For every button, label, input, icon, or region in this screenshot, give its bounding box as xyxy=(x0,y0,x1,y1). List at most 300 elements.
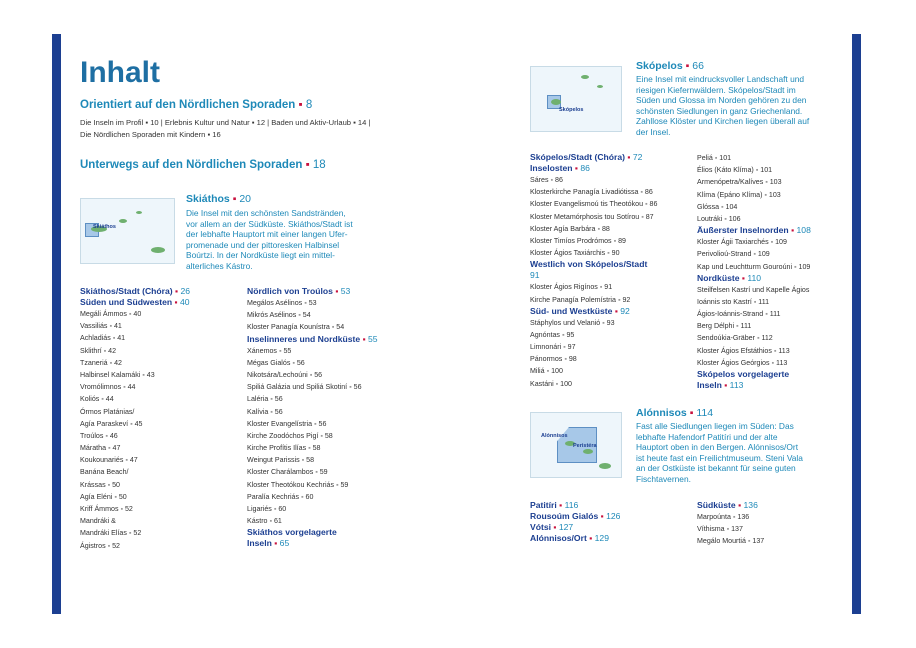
entry-page: 87 xyxy=(645,212,654,221)
entry-page: 106 xyxy=(728,214,741,223)
bullet-icon: ▪ xyxy=(332,286,341,296)
index-entry[interactable] xyxy=(80,406,190,418)
entry-page: 40 xyxy=(133,310,142,318)
island-shape xyxy=(581,75,589,79)
entry-page: 53 xyxy=(340,286,351,296)
bullet-icon: ▪ xyxy=(334,480,341,489)
desc-line: riesigen Kiefernwäldern. Skópelos/Stadt im xyxy=(636,84,796,95)
desc-line: Hauptort oben in den Bergen. Alónnisos/Ort xyxy=(636,442,799,453)
entry-title: Sendoúkia-Gräber xyxy=(697,334,755,343)
bullet-icon: ▪ xyxy=(586,533,595,543)
index-heading[interactable] xyxy=(530,259,657,270)
bullet-icon: ▪ xyxy=(719,202,726,211)
alonnisos-index-column-1 xyxy=(530,500,620,544)
bullet-icon: ▪ xyxy=(643,200,650,209)
index-entry[interactable] xyxy=(80,381,190,393)
entry-page: 55 xyxy=(283,346,292,355)
index-heading[interactable] xyxy=(697,380,811,391)
entry-page: 136 xyxy=(743,500,758,510)
entry-title: Patitíri xyxy=(530,500,557,510)
bullet-icon: ▪ xyxy=(548,176,555,184)
island-shape xyxy=(597,85,603,88)
entry-title: Äußerster Inselnorden xyxy=(697,225,789,236)
entry-title: Halbinsel Kalamáki xyxy=(80,370,141,379)
index-entry[interactable] xyxy=(697,535,764,547)
entry-page: 104 xyxy=(725,202,738,211)
index-entry[interactable] xyxy=(697,236,811,248)
index-entry[interactable] xyxy=(697,201,811,213)
entry-title: Achladiás xyxy=(80,334,111,343)
index-heading[interactable] xyxy=(530,522,620,533)
entry-page: 97 xyxy=(567,343,576,352)
index-entry[interactable] xyxy=(247,406,378,418)
entry-title: Steilfelsen Kastrí und Kapelle Ágios xyxy=(697,285,810,294)
index-entry[interactable] xyxy=(247,345,378,357)
bullet-icon: ▪ xyxy=(268,395,275,404)
bullet-icon: ▪ xyxy=(128,419,135,428)
entry-page: 95 xyxy=(566,330,575,339)
entry-title: Nördlich von Troúlos xyxy=(247,286,333,296)
entry-page: 45 xyxy=(134,419,143,428)
bullet-icon: ▪ xyxy=(110,334,118,343)
index-heading[interactable] xyxy=(697,369,811,380)
page-title: Inhalt xyxy=(80,56,160,89)
bullet-icon: ▪ xyxy=(126,529,134,538)
index-heading[interactable] xyxy=(530,533,620,544)
island-shape xyxy=(551,99,561,105)
index-heading[interactable] xyxy=(697,500,764,511)
entry-page: 110 xyxy=(747,272,762,283)
bullet-icon: ▪ xyxy=(559,330,567,339)
entry-page: 52 xyxy=(133,529,142,538)
index-entry[interactable] xyxy=(530,329,657,341)
section-unterwegs[interactable] xyxy=(80,159,326,171)
index-entry[interactable] xyxy=(247,297,378,309)
entry-title: Ligariés xyxy=(247,505,272,513)
index-entry[interactable] xyxy=(530,198,657,210)
index-entry[interactable] xyxy=(247,418,378,430)
island-shape xyxy=(119,219,127,223)
bullet-icon: ▪ xyxy=(745,537,753,546)
index-entry[interactable] xyxy=(697,284,811,296)
entry-page: 113 xyxy=(778,346,790,355)
index-entry[interactable] xyxy=(247,369,378,381)
index-heading[interactable] xyxy=(247,334,378,345)
entry-title: Mikrós Asélinos xyxy=(247,311,297,320)
entry-title: Kloster Evangelístria xyxy=(247,419,313,428)
alonnisos-map xyxy=(530,412,622,478)
index-entry[interactable] xyxy=(697,320,811,332)
map-label: Skiáthos xyxy=(93,224,116,230)
bullet-icon: ▪ xyxy=(313,468,320,477)
entry-title: Ágistros xyxy=(80,541,106,550)
entry-title: Kloster Ágii Taxiarchés xyxy=(697,238,769,247)
entry-page: 52 xyxy=(124,505,133,513)
alonnisos-name: Alónnisos xyxy=(636,407,687,419)
bullet-icon: ▪ xyxy=(769,358,777,367)
entry-title: Kloster Ágios Efstáthios xyxy=(697,346,772,355)
entry-title: Kirche Panagía Polemístria xyxy=(530,295,616,304)
skiathos-heading[interactable] xyxy=(186,193,251,205)
index-entry[interactable] xyxy=(697,176,811,188)
index-entry[interactable] xyxy=(247,309,378,321)
index-heading[interactable] xyxy=(247,286,378,297)
bullet-icon: ▪ xyxy=(639,212,646,221)
index-entry[interactable] xyxy=(247,430,378,442)
entry-title: Troúlos xyxy=(80,431,104,440)
entry-title: Mandráki & xyxy=(80,517,116,526)
index-heading[interactable] xyxy=(530,152,657,163)
index-entry[interactable] xyxy=(247,321,378,333)
entry-page: 100 xyxy=(551,367,563,376)
entry-title: Klosterkirche Panagía Livadiótissa xyxy=(530,188,639,197)
index-entry[interactable] xyxy=(80,430,190,442)
entry-page: 58 xyxy=(306,456,315,465)
bullet-icon: ▪ xyxy=(329,323,337,332)
map-label: Peristéra xyxy=(573,443,597,449)
index-entry[interactable] xyxy=(697,164,811,176)
desc-line: Boúrtzi. In der Nordküste liegt ein mittel- xyxy=(186,250,335,261)
index-entry[interactable] xyxy=(80,393,190,405)
section-orientiert[interactable] xyxy=(80,99,312,111)
index-heading[interactable] xyxy=(530,163,657,174)
intro-line: Die Inseln im Profil ▪ 10 | Erlebnis Kultur und Natur ▪ 12 | Baden und Aktiv-Urlaub ▪ 14 | xyxy=(80,118,371,127)
island-shape xyxy=(151,247,165,253)
index-entry[interactable] xyxy=(80,466,190,478)
index-heading[interactable] xyxy=(697,273,811,284)
skopelos-name: Skópelos xyxy=(636,60,683,72)
index-entry[interactable] xyxy=(247,479,378,491)
bullet-icon: ▪ xyxy=(290,358,297,367)
entry-page: 61 xyxy=(273,517,282,526)
entry-page: 41 xyxy=(113,322,122,331)
bullet-icon: ▪ xyxy=(268,407,275,416)
entry-title: Miliá xyxy=(530,367,545,376)
skopelos-index-column-2 xyxy=(697,152,811,391)
bullet-icon: ▪ xyxy=(172,286,181,296)
desc-line: Fast alle Siedlungen liegen im Süden: Das xyxy=(636,421,794,431)
index-entry[interactable] xyxy=(247,515,378,527)
bullet-icon: ▪ xyxy=(600,318,607,327)
index-entry[interactable] xyxy=(530,174,657,186)
bullet-icon: ▪ xyxy=(267,517,274,526)
bullet-icon: ▪ xyxy=(625,152,633,162)
index-entry[interactable] xyxy=(80,345,190,357)
bullet-icon: ▪ xyxy=(296,311,303,320)
bullet-icon: ▪ xyxy=(553,379,561,388)
bullet-icon: ▪ xyxy=(107,322,114,331)
entry-title: Kastáni xyxy=(530,379,554,388)
index-entry[interactable] xyxy=(530,378,657,390)
bullet-icon: ▪ xyxy=(112,492,119,501)
index-entry[interactable] xyxy=(247,442,378,454)
island-shape xyxy=(599,463,611,469)
entry-title: Tzaneriá xyxy=(80,358,108,367)
entry-page: 56 xyxy=(314,370,323,379)
entry-page: 59 xyxy=(340,480,349,489)
index-entry[interactable] xyxy=(530,211,657,223)
index-entry[interactable] xyxy=(530,317,657,329)
entry-page: 54 xyxy=(336,323,345,332)
bullet-icon: ▪ xyxy=(605,249,612,258)
entry-page: 50 xyxy=(118,492,127,501)
entry-page: 43 xyxy=(146,370,155,379)
alonnisos-page: 114 xyxy=(696,407,714,419)
entry-title: Skópelos/Stadt (Chóra) xyxy=(530,152,626,162)
bullet-icon: ▪ xyxy=(638,188,645,197)
entry-page: 58 xyxy=(312,444,321,453)
entry-title: Loutráki xyxy=(697,214,723,223)
entry-title: Xánemos xyxy=(247,346,277,355)
index-entry[interactable] xyxy=(530,353,657,365)
bullet-icon: ▪ xyxy=(598,511,607,521)
bullet-icon: ▪ xyxy=(562,355,569,364)
bullet-icon: ▪ xyxy=(685,60,693,72)
entry-page: 26 xyxy=(180,286,191,296)
bullet-icon: ▪ xyxy=(298,99,306,111)
index-heading[interactable] xyxy=(80,297,190,308)
index-entry[interactable] xyxy=(80,418,190,430)
index-entry[interactable] xyxy=(80,527,190,539)
desc-line: Zahllose Klöster und Kirchen liegen überall auf xyxy=(636,116,810,127)
alonnisos-heading[interactable] xyxy=(636,407,713,419)
entry-title: Koukounariés xyxy=(80,456,124,465)
entry-page: 59 xyxy=(319,468,328,477)
index-entry[interactable] xyxy=(80,308,190,320)
index-entry[interactable] xyxy=(247,393,378,405)
entry-title: Kloster Evangelismoú tis Theotókou xyxy=(530,200,644,209)
entry-page: 111 xyxy=(740,322,752,331)
section-unterwegs-page: 18 xyxy=(312,159,326,171)
index-entry[interactable] xyxy=(247,454,378,466)
skopelos-heading[interactable] xyxy=(636,60,704,72)
index-entry[interactable] xyxy=(247,466,378,478)
index-entry[interactable] xyxy=(530,223,657,235)
index-entry[interactable] xyxy=(697,523,764,535)
entry-title: Skópelos vorgelagerte xyxy=(697,369,790,379)
index-entry[interactable] xyxy=(697,189,811,201)
index-heading[interactable] xyxy=(530,306,657,317)
desc-line: an der Ostküste ist bekannt für seine guten xyxy=(636,463,796,474)
entry-page: 42 xyxy=(108,346,117,355)
left-page-edge-bar xyxy=(52,34,61,614)
index-entry[interactable] xyxy=(697,308,811,320)
alonnisos-index-column-2 xyxy=(697,500,764,548)
bullet-icon: ▪ xyxy=(612,305,621,316)
bullet-icon: ▪ xyxy=(360,333,369,344)
index-entry[interactable] xyxy=(530,281,657,293)
index-entry[interactable] xyxy=(247,491,378,503)
entry-page: 58 xyxy=(324,431,333,440)
index-heading[interactable] xyxy=(697,225,811,236)
index-heading[interactable] xyxy=(247,527,378,538)
bullet-icon: ▪ xyxy=(312,419,319,428)
entry-title: Megálos Asélinos xyxy=(247,299,303,307)
entry-title: Kirche Zoodóchos Pigí xyxy=(247,431,319,440)
entry-page: 126 xyxy=(606,511,621,521)
map-label: Alónnisos xyxy=(541,433,568,439)
bullet-icon: ▪ xyxy=(730,513,738,521)
desc-line: alterliches Kástro. xyxy=(186,260,253,271)
alonnisos-description xyxy=(636,421,836,485)
bullet-icon: ▪ xyxy=(788,225,797,236)
entry-page: 111 xyxy=(769,310,781,319)
desc-line: ist heute fast ein Freilichtmuseum. Steni Vala xyxy=(636,452,803,463)
index-entry[interactable] xyxy=(247,381,378,393)
entry-title: Megálo Mourtiá xyxy=(697,537,746,546)
index-entry[interactable] xyxy=(530,294,657,306)
entry-title: Agía Paraskeví xyxy=(80,419,129,428)
bullet-icon: ▪ xyxy=(107,358,115,367)
entry-title: Nikotsára/Lechoúni xyxy=(247,370,308,379)
bullet-icon: ▪ xyxy=(595,224,602,233)
bullet-icon: ▪ xyxy=(318,431,325,440)
index-entry[interactable] xyxy=(80,320,190,332)
desc-line: promenade und der pittoresken Halbinsel xyxy=(186,239,340,250)
skopelos-description xyxy=(636,74,836,138)
desc-line: vor allem an der Südküste. Skiáthos/Stadt ist xyxy=(186,218,353,229)
skopelos-map xyxy=(530,66,622,132)
index-heading[interactable] xyxy=(80,286,190,297)
entry-title: Kloster Ágios Geórgios xyxy=(697,358,770,367)
index-entry[interactable] xyxy=(697,261,811,273)
entry-page: 101 xyxy=(760,166,773,175)
index-heading[interactable] xyxy=(530,511,620,522)
entry-page: 109 xyxy=(798,262,811,271)
bullet-icon: ▪ xyxy=(611,236,619,245)
entry-title: Südküste xyxy=(697,500,736,510)
entry-page: 137 xyxy=(731,525,743,534)
index-entry[interactable] xyxy=(697,357,811,369)
index-entry[interactable] xyxy=(80,503,190,515)
entry-page: 112 xyxy=(761,334,773,343)
index-entry[interactable] xyxy=(697,248,811,260)
index-entry[interactable] xyxy=(697,296,811,308)
section-orientiert-label: Orientiert auf den Nördlichen Sporaden xyxy=(80,99,296,111)
entry-title: Spiliá Galázia und Spiliá Skotiní xyxy=(247,383,348,392)
entry-title: Armenópetra/Kalíves xyxy=(697,178,764,187)
bullet-icon: ▪ xyxy=(106,444,113,453)
bullet-icon: ▪ xyxy=(123,456,130,465)
entry-page: 54 xyxy=(302,311,311,320)
bullet-icon: ▪ xyxy=(712,154,720,162)
entry-title: Weingut Parissis xyxy=(247,456,300,465)
entry-page: 113 xyxy=(729,380,744,390)
index-entry[interactable] xyxy=(80,515,190,527)
entry-title: Kástro xyxy=(247,517,268,526)
entry-title: Westlich von Skópelos/Stadt xyxy=(530,259,648,270)
index-heading[interactable] xyxy=(247,538,378,549)
entry-page: 86 xyxy=(555,176,563,184)
section-unterwegs-label: Unterwegs auf den Nördlichen Sporaden xyxy=(80,159,303,171)
entry-page: 44 xyxy=(105,395,114,404)
index-entry[interactable] xyxy=(80,357,190,369)
entry-title: Inselinneres und Nordküste xyxy=(247,333,361,344)
bullet-icon: ▪ xyxy=(724,525,732,534)
bullet-icon: ▪ xyxy=(763,178,770,187)
entry-title: Inseln xyxy=(247,538,272,549)
island-shape xyxy=(583,449,593,454)
entry-title: Pánormos xyxy=(530,355,563,364)
index-entry[interactable] xyxy=(80,454,190,466)
index-entry[interactable] xyxy=(80,369,190,381)
index-heading[interactable] xyxy=(530,500,620,511)
bullet-icon: ▪ xyxy=(721,380,730,390)
skiathos-name: Skiáthos xyxy=(186,193,230,205)
index-entry[interactable] xyxy=(530,235,657,247)
index-entry[interactable] xyxy=(80,479,190,491)
bullet-icon: ▪ xyxy=(271,538,280,549)
entry-page: 109 xyxy=(775,238,787,247)
index-entry[interactable] xyxy=(247,503,378,515)
index-entry[interactable] xyxy=(697,213,811,225)
entry-page: 56 xyxy=(296,358,305,367)
entry-title: Paralía Kechriás xyxy=(247,492,300,501)
entry-title: Peliá xyxy=(697,154,713,162)
entry-page: 42 xyxy=(114,358,122,367)
entry-title: Megáli Ámmos xyxy=(80,310,127,318)
bullet-icon: ▪ xyxy=(762,190,769,199)
entry-page: 100 xyxy=(560,379,572,388)
entry-page: 72 xyxy=(632,152,643,162)
index-entry[interactable] xyxy=(530,186,657,198)
entry-page: 56 xyxy=(274,407,283,416)
index-entry[interactable] xyxy=(697,345,811,357)
bullet-icon: ▪ xyxy=(305,159,313,171)
index-entry[interactable] xyxy=(530,365,657,377)
entry-title: Kloster Ágios Taxiárchis xyxy=(530,249,606,258)
entry-page: 52 xyxy=(112,541,120,550)
entry-title: Alónnisos/Ort xyxy=(530,533,587,543)
index-entry[interactable] xyxy=(80,491,190,503)
island-shape xyxy=(136,211,142,214)
entry-title: Skiáthos vorgelagerte xyxy=(247,527,337,538)
index-entry[interactable] xyxy=(530,341,657,353)
skiathos-index-column-2 xyxy=(247,286,378,549)
entry-page: 136 xyxy=(737,513,750,521)
entry-page: 91 xyxy=(604,283,613,292)
entry-title: Mégas Gialós xyxy=(247,358,291,367)
bullet-icon: ▪ xyxy=(551,522,559,532)
bullet-icon: ▪ xyxy=(792,262,799,271)
bullet-icon: ▪ xyxy=(768,238,776,247)
entry-page: 53 xyxy=(308,299,317,307)
index-entry[interactable] xyxy=(247,357,378,369)
entry-page: 46 xyxy=(109,431,118,440)
entry-page: 103 xyxy=(769,178,782,187)
bullet-icon: ▪ xyxy=(544,367,552,376)
index-entry[interactable] xyxy=(80,442,190,454)
bullet-icon: ▪ xyxy=(754,334,762,343)
bullet-icon: ▪ xyxy=(172,297,180,307)
index-heading[interactable] xyxy=(530,270,657,281)
index-entry[interactable] xyxy=(80,540,190,552)
index-entry[interactable] xyxy=(530,247,657,259)
entry-title: Berg Délphi xyxy=(697,322,735,331)
index-entry[interactable] xyxy=(80,332,190,344)
entry-title: Glóssa xyxy=(697,202,720,211)
entry-page: 86 xyxy=(649,200,658,209)
entry-title: Kloster Panagía Kounístra xyxy=(247,323,330,332)
bullet-icon: ▪ xyxy=(306,444,313,453)
entry-page: 91 xyxy=(530,270,540,281)
intro-line: Die Nördlichen Sporaden mit Kindern ▪ 16 xyxy=(80,130,221,139)
index-entry[interactable] xyxy=(697,332,811,344)
entry-title: Órmos Platánias/ xyxy=(80,407,135,416)
index-entry[interactable] xyxy=(697,152,811,164)
bullet-icon: ▪ xyxy=(299,492,306,501)
index-entry[interactable] xyxy=(697,511,764,523)
